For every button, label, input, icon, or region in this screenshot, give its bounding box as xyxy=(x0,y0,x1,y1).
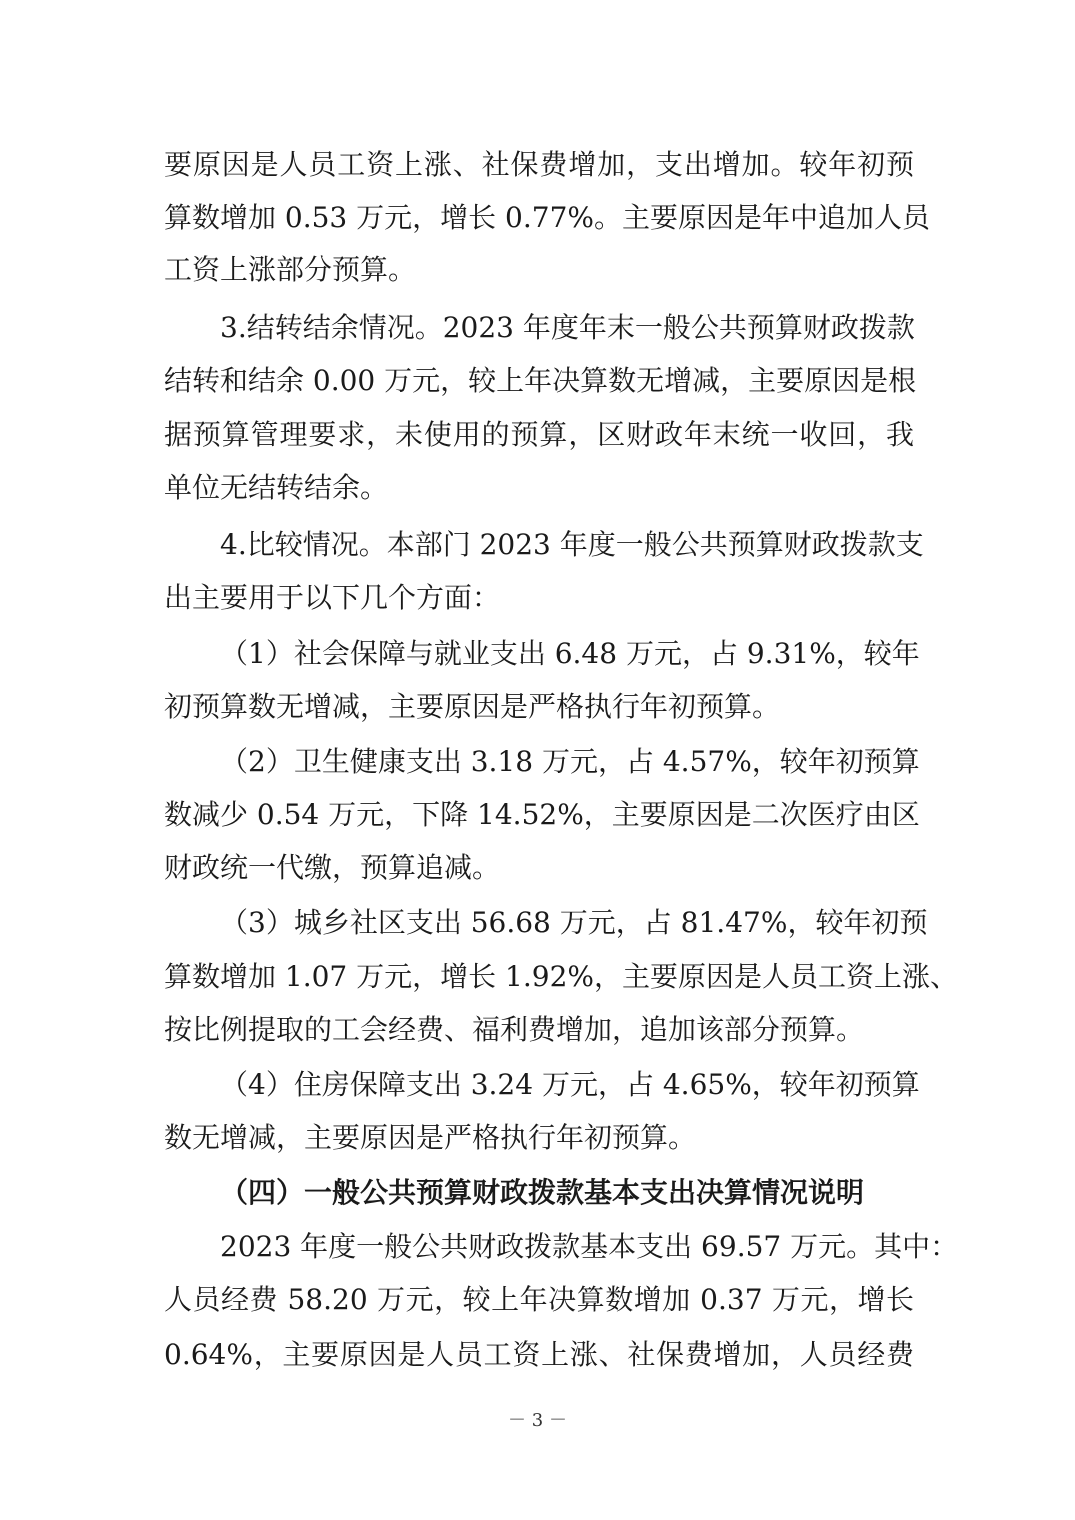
text-line: （2）卫生健康支出 3.18 万元，占 4.57%，较年初预算 xyxy=(220,745,920,778)
text-line: 初预算数无增减，主要原因是严格执行年初预算。 xyxy=(164,690,781,723)
text-line: 要原因是人员工资上涨、社保费增加，支出增加。较年初预 xyxy=(164,148,914,181)
text-line: 数减少 0.54 万元，下降 14.52%，主要原因是二次医疗由区 xyxy=(164,798,920,831)
text-line: 财政统一代缴，预算追减。 xyxy=(164,851,501,884)
page-number: － 3 － xyxy=(508,1410,567,1431)
text-line: （4）住房保障支出 3.24 万元，占 4.65%，较年初预算 xyxy=(220,1068,920,1101)
text-line: 单位无结转结余。 xyxy=(164,471,389,504)
text-line: 据预算管理要求，未使用的预算，区财政年末统一收回，我 xyxy=(164,418,914,451)
text-line: 按比例提取的工会经费、福利费增加，追加该部分预算。 xyxy=(164,1013,865,1046)
text-line: 出主要用于以下几个方面： xyxy=(164,581,501,614)
text-line: 工资上涨部分预算。 xyxy=(164,253,417,286)
text-line: （1）社会保障与就业支出 6.48 万元，占 9.31%，较年 xyxy=(220,637,920,670)
text-line: 算数增加 1.07 万元，增长 1.92%，主要原因是人员工资上涨、 xyxy=(164,960,958,993)
section-heading: （四）一般公共预算财政拨款基本支出决算情况说明 xyxy=(220,1176,865,1209)
text-line: 数无增减，主要原因是严格执行年初预算。 xyxy=(164,1121,697,1154)
text-line: 4.比较情况。本部门 2023 年度一般公共预算财政拨款支 xyxy=(220,528,924,561)
text-line: 0.64%，主要原因是人员工资上涨、社保费增加，人员经费 xyxy=(164,1338,914,1371)
text-line: 2023 年度一般公共财政拨款基本支出 69.57 万元。其中： xyxy=(220,1230,959,1263)
text-line: 人员经费 58.20 万元，较上年决算数增加 0.37 万元，增长 xyxy=(164,1283,914,1316)
text-line: 结转和结余 0.00 万元，较上年决算数无增减，主要原因是根 xyxy=(164,364,917,397)
text-line: 算数增加 0.53 万元，增长 0.77%。主要原因是年中追加人员 xyxy=(164,201,930,234)
text-line: （3）城乡社区支出 56.68 万元，占 81.47%，较年初预 xyxy=(220,906,928,939)
text-line: 3.结转结余情况。2023 年度年末一般公共预算财政拨款 xyxy=(220,311,915,344)
